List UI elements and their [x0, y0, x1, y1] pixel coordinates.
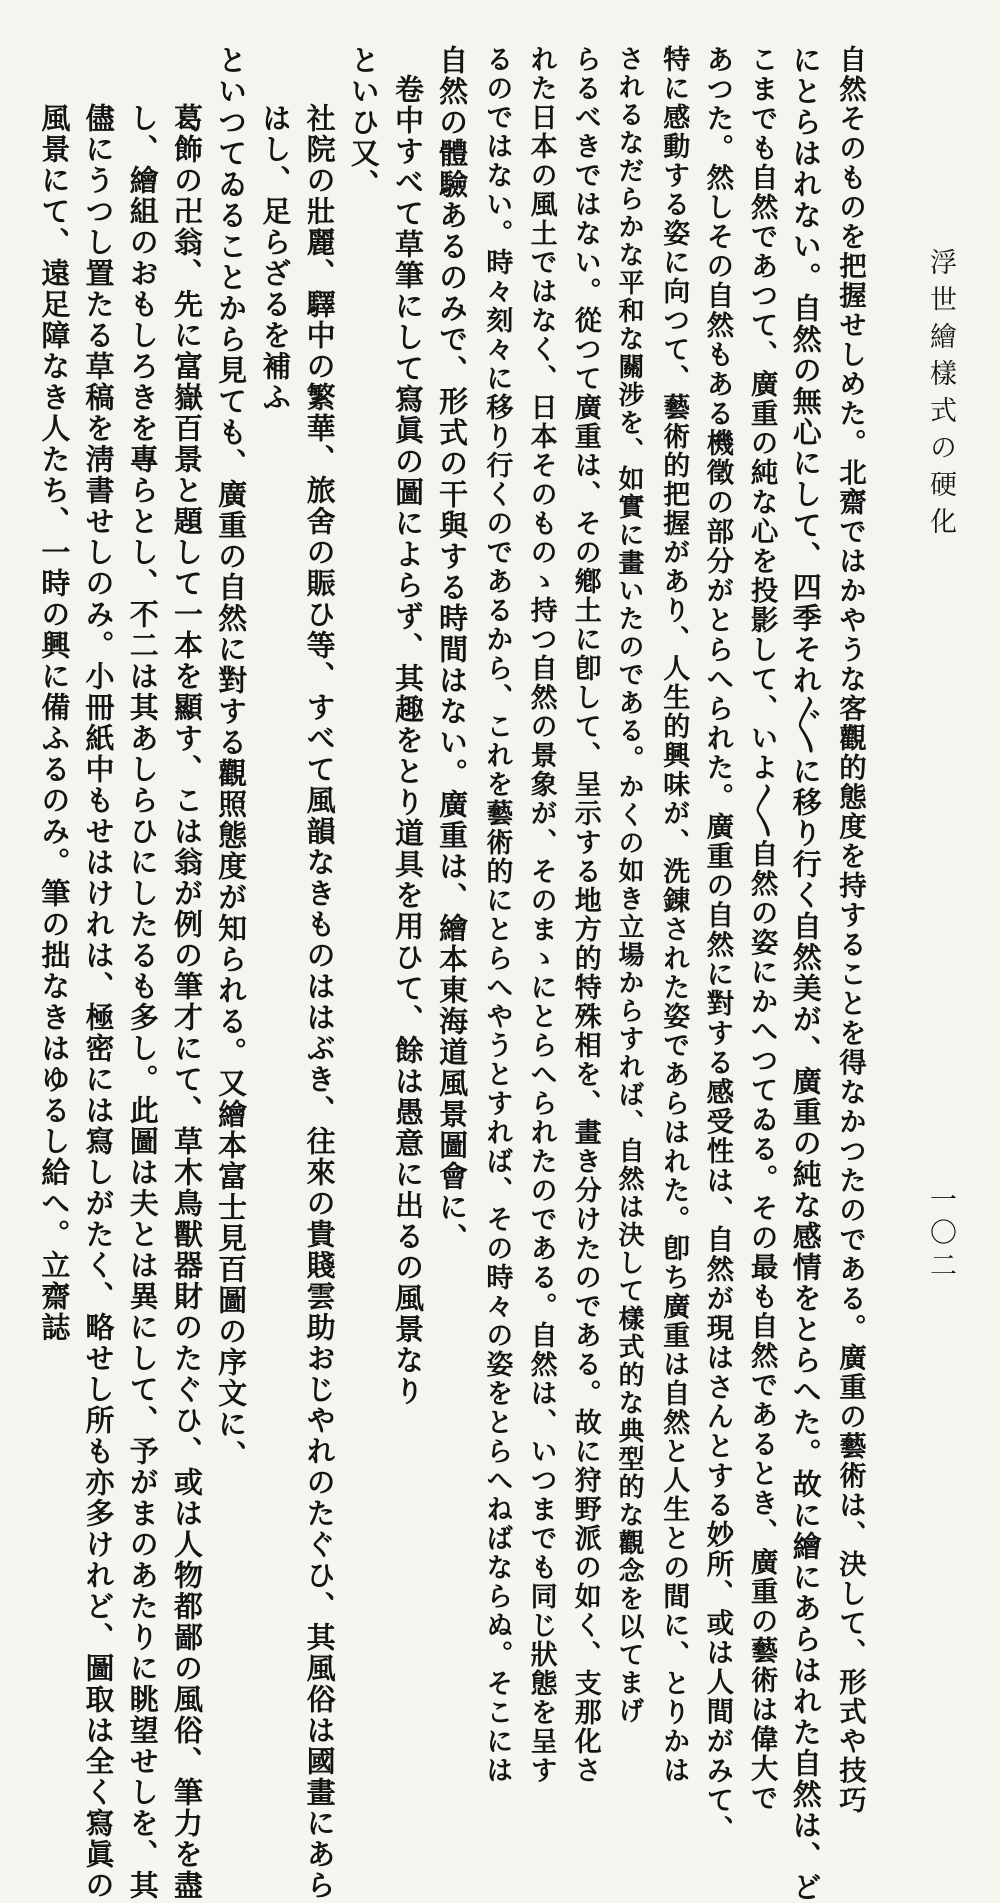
text-line: あつた。然しその自然もある機徵の部分がとらへられた。廣重の自然に對する感受性は、自然が現はさんとする妙所、或は人間がみて、	[701, 45, 734, 1845]
text-line: といひ又、	[346, 45, 381, 200]
quote-line: 葛飾の卍翁、先に富嶽百景と題して一本を顯す、こは翁が例の筆才にて、草木鳥獸器財のたぐひ、或は人物都鄙の風俗、筆力を盡	[169, 103, 204, 1901]
text-line: るのではない。時々刻々に移り行くのであるから、これを藝術的にとらへやうとすれば、その時々の姿をとらへねばならぬ。そこには	[481, 45, 513, 1785]
quote-line: 社院の壯麗、驛中の繁華、旅舍の賑ひ等、すべて風韻なきものははぶき、往來の貴賤雲助おじやれのたぐひ、其風俗は國畫にあら	[302, 103, 337, 1901]
quote-line: し、繪組のおもしろきを專らとし、不二は其あしらひにしたるも多し。此圖は夫とは異にして、予がまのあたりに眺望せしを、其	[125, 103, 160, 1901]
body-text	[37, 45, 872, 1903]
text-line: れた日本の風土ではなく、日本そのものゝ持つ自然の景象が、そのまゝにとらへられたのである。自然は、いつまでも同じ狀態を呈す	[525, 45, 557, 1785]
text-line: にとらはれない。自然の無心にして、四季それ〴〵に移り行く自然美が、廣重の純な感情をとらへた。故に繪にあらはれた自然は、ど	[788, 45, 823, 1903]
text-line: 特に感動する姿に向つて、藝術的把握があり、人生的興味が、洗錬された姿であらはれた。卽ち廣重は自然と人生との間に、とりかは	[658, 45, 690, 1785]
running-title: 浮世繪樣式の硬化	[925, 248, 956, 544]
quote-line: 風景にて、遠足障なき人たち、一時の興に備ふるのみ。筆の拙なきはゆるし給へ。立齋誌	[37, 103, 72, 1343]
text-line: 自然の體驗あるのみで、形式の干與する時間はない。廣重は、繪本東海道風景圖會に、	[435, 45, 470, 1254]
quote-line: はし、足らざるを補ふ	[258, 103, 293, 413]
quote-line: 卷中すべて草筆にして寫眞の圖によらず、其趣をとり道具を用ひて、餘は愚意に出るの風景なり	[390, 74, 425, 1407]
text-line: されるなだらかな平和な關涉を、如實に畫いたのである。かくの如き立場からすれば、自然は決して樣式的な典型的な觀念を以てまげ	[613, 45, 644, 1725]
text-line: こまでも自然であつて、廣重の純な心を投影して、いよ〳〵自然の姿にかへつてゐる。その最も自然であるとき、廣重の藝術は偉大で	[745, 45, 778, 1813]
text-line: といつてゐることから見ても、廣重の自然に對する觀照態度が知られる。又繪本富士見百圖の序文に、	[214, 45, 249, 1471]
quote-line: 儘にうつし置たる草稿を淸書せしのみ。小冊紙中もせはけれは、極密には寫しがたく、略せし所も亦多けれど、圖取は全く寫眞の	[81, 103, 116, 1901]
text-line: 自然そのものを把握せしめた。北齋ではかやうな客觀的態度を持することを得なかつたのである。廣重の藝術は、決して、形式や技巧	[834, 45, 866, 1815]
text-line: らるべきではない。從つて廣重は、その鄕土に卽して、呈示する地方的特殊相を、畫き分けたのである。故に狩野派の如く、支那化さ	[569, 45, 601, 1785]
page-number: 一〇二	[925, 1185, 956, 1284]
